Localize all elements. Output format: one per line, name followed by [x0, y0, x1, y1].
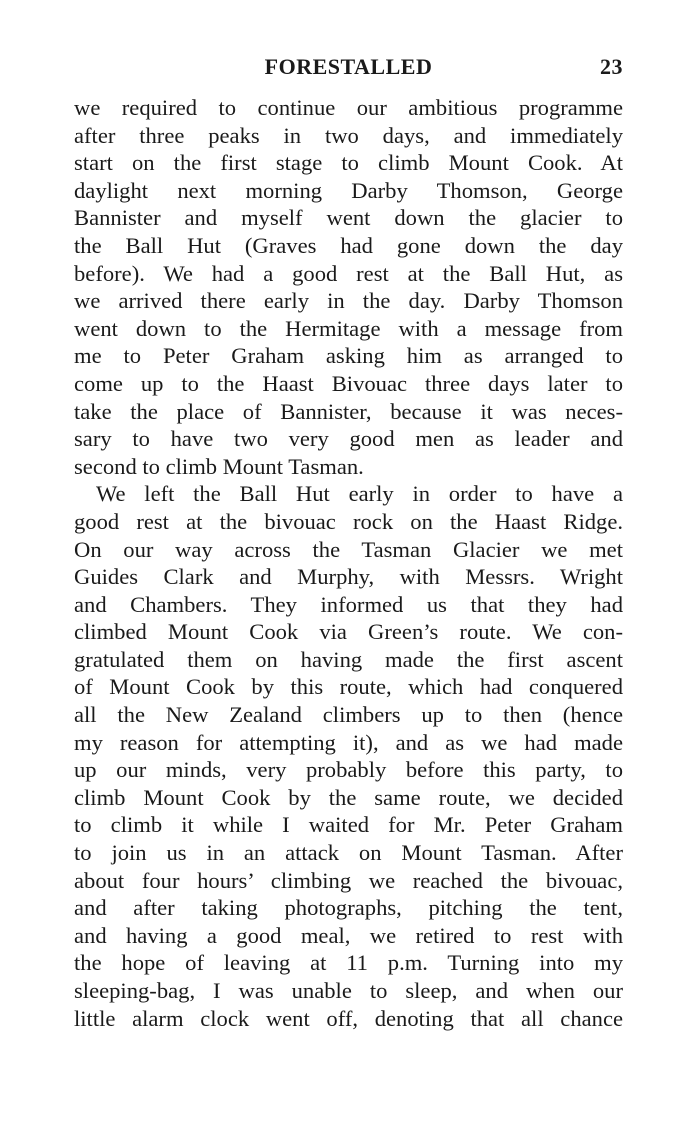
text-line: second to climb Mount Tasman.: [74, 453, 364, 479]
text-line: Guides Clark and Murphy, with Messrs. Wright: [74, 564, 623, 590]
text-line: climb Mount Cook by the same route, we decided: [74, 784, 623, 810]
text-line: good rest at the bivouac rock on the Haast Ridge.: [74, 508, 623, 534]
text-line: about four hours’ climbing we reached the bivouac,: [74, 867, 623, 893]
text-line: the Ball Hut (Graves had gone down the day: [74, 232, 623, 258]
text-line: all the New Zealand climbers up to then (hence: [74, 702, 623, 728]
paragraph-2: [74, 480, 623, 1032]
body-text: [74, 94, 623, 1032]
page-number: 23: [600, 54, 623, 79]
paragraph-1: [74, 94, 623, 480]
running-title: FORESTALLED: [264, 54, 433, 79]
text-line: On our way across the Tasman Glacier we met: [74, 536, 623, 562]
text-line: of Mount Cook by this route, which had conquered: [74, 674, 623, 700]
text-line: and after taking photographs, pitching the tent,: [74, 895, 623, 921]
text-line: to climb it while I waited for Mr. Peter Graham: [74, 812, 623, 838]
text-line: take the place of Bannister, because it was neces-: [74, 398, 623, 424]
running-head: [74, 54, 623, 84]
text-line: little alarm clock went off, denoting that all chance: [74, 1005, 623, 1031]
text-line: after three peaks in two days, and immediately: [74, 122, 623, 148]
text-line: We left the Ball Hut early in order to have a: [96, 481, 623, 507]
text-line: up our minds, very probably before this party, to: [74, 757, 623, 783]
text-line: sary to have two very good men as leader and: [74, 426, 623, 452]
text-line: the hope of leaving at 11 p.m. Turning into my: [74, 950, 623, 976]
text-line: and having a good meal, we retired to rest with: [74, 922, 623, 948]
text-line: my reason for attempting it), and as we had made: [74, 729, 623, 755]
book-page: [74, 54, 623, 1032]
text-line: we arrived there early in the day. Darby Thomson: [74, 288, 623, 314]
text-line: start on the first stage to climb Mount Cook. At: [74, 150, 623, 176]
text-line: gratulated them on having made the first ascent: [74, 646, 623, 672]
text-line: me to Peter Graham asking him as arranged to: [74, 343, 623, 369]
text-line: to join us in an attack on Mount Tasman. After: [74, 840, 623, 866]
text-line: climbed Mount Cook via Green’s route. We con-: [74, 619, 623, 645]
text-line: before). We had a good rest at the Ball Hut, as: [74, 260, 623, 286]
text-line: Bannister and myself went down the glacier to: [74, 205, 623, 231]
text-line: come up to the Haast Bivouac three days later to: [74, 370, 623, 396]
text-line: went down to the Hermitage with a message from: [74, 315, 623, 341]
text-line: daylight next morning Darby Thomson, George: [74, 177, 623, 203]
text-line: sleeping-bag, I was unable to sleep, and when our: [74, 978, 623, 1003]
text-line: and Chambers. They informed us that they had: [74, 591, 623, 617]
text-line: we required to continue our ambitious programme: [74, 95, 623, 120]
